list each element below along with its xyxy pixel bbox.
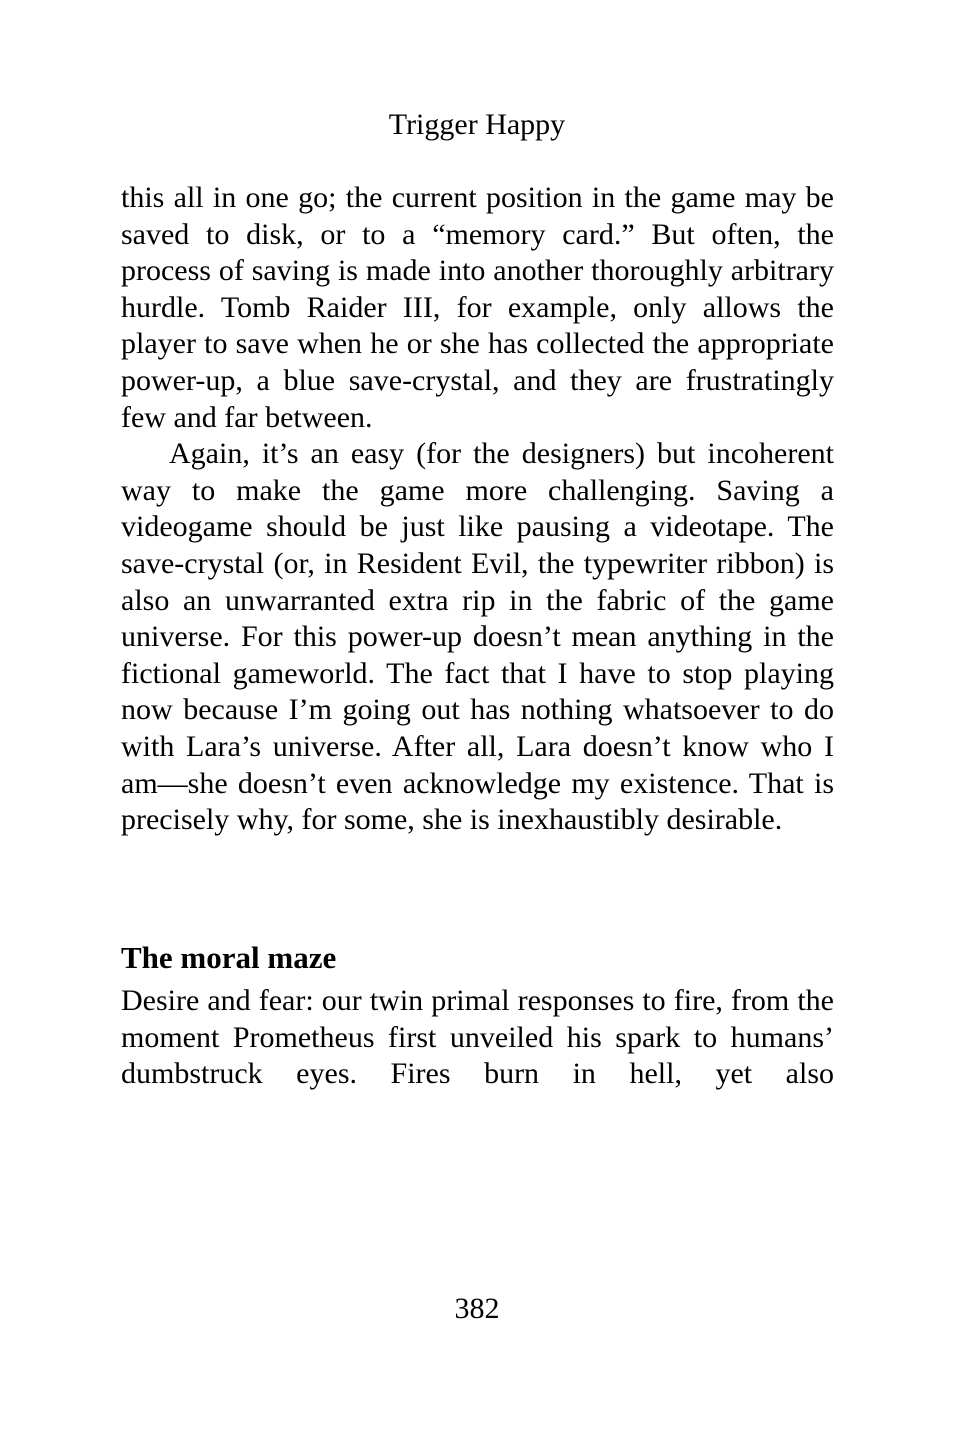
section-text bbox=[121, 983, 834, 1093]
running-head: Trigger Happy bbox=[388, 108, 566, 141]
paragraph: Again, it’s an easy (for the designers) but incoherent way to make the game more challenging. Saving a videogame should be just like pausing a videotape. The save-crystal (or, in Resident Evil, the typewriter ribbon) is also an unwarranted extra rip in the fabric of the game universe. For this power-up doesn’t mean anything in the fictional gameworld. The fact that I have to stop playing now because I’m going out has nothing whatsoever to do with Lara’s universe. After all, Lara doesn’t know who I am—she doesn’t even acknowledge my existence. That is precisely why, for some, she is inexhaustibly desirable. bbox=[121, 437, 834, 837]
page-number: 382 bbox=[454, 1292, 500, 1325]
section-heading: The moral maze bbox=[121, 940, 337, 975]
body-text bbox=[121, 180, 834, 839]
paragraph: Desire and fear: our twin primal responses to fire, from the moment Prometheus first unveiled his spark to humans’ dumbstruck eyes. Fires burn in hell, yet also bbox=[121, 984, 834, 1091]
paragraph-continued: this all in one go; the current position in the game may be saved to disk, or to a “memory card.” But often, the process of saving is made into another thoroughly arbitrary hurdle. Tomb Raider III, for example, only allows the player to save when he or she has collected the appropriate power-up, a blue save-crystal, and they are frustratingly few and far between. bbox=[121, 181, 834, 434]
